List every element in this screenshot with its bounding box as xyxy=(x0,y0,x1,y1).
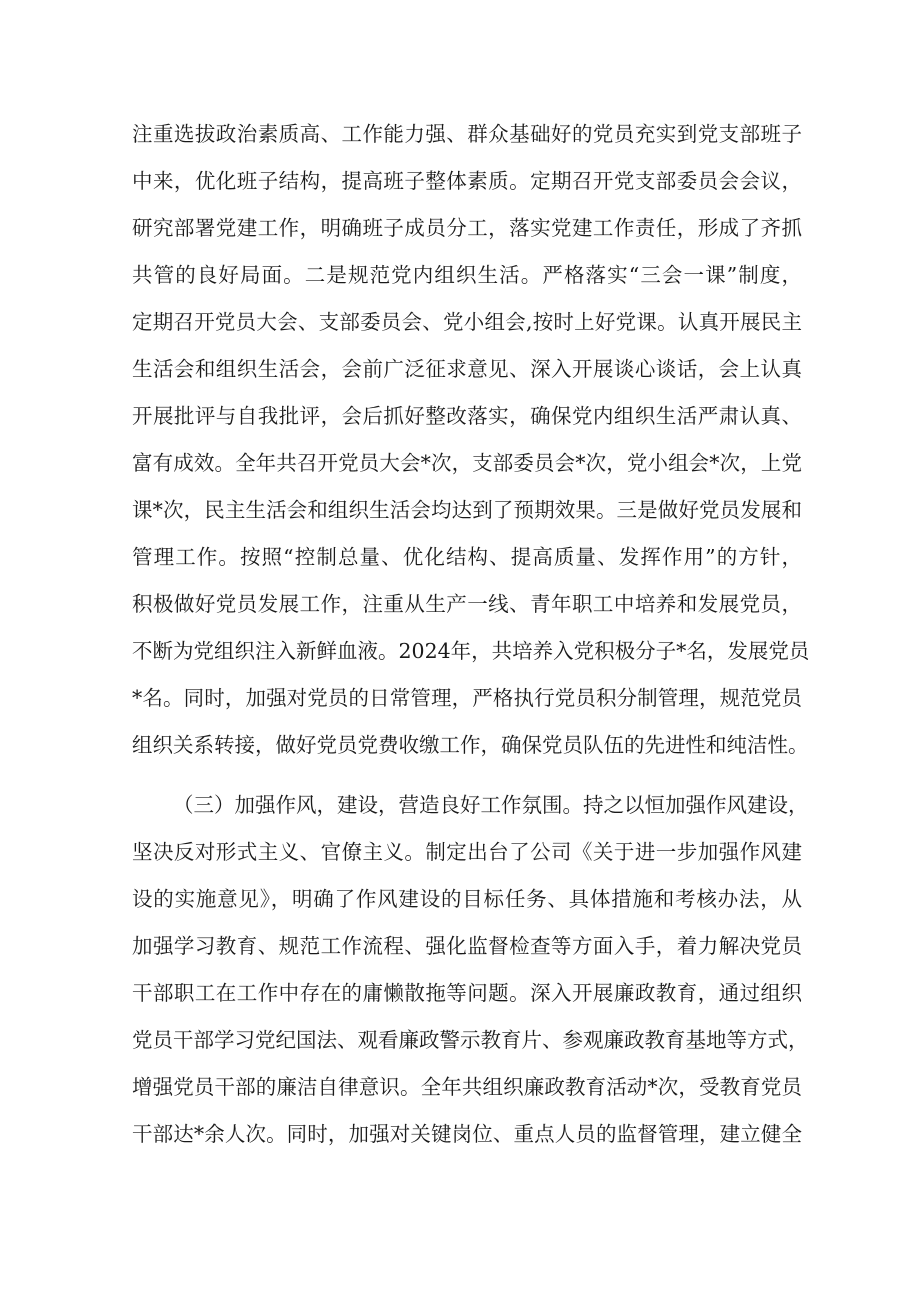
paragraph-2-line-7: 增强党员干部的廉洁自律意识。全年共组织廉政教育活动*次，受教育党员 xyxy=(132,1075,802,1099)
paragraph-2-line-8: 干部达*余人次。同时，加强对关键岗位、重点人员的监督管理，建立健全 xyxy=(132,1122,802,1146)
paragraph-1-line-3: 研究部署党建工作，明确班子成员分工，落实党建工作责任，形成了齐抓 xyxy=(132,216,802,240)
paragraph-2 xyxy=(132,782,809,1158)
paragraph-1-line-1: 注重选拔政治素质高、工作能力强、群众基础好的党员充实到党支部班子 xyxy=(132,122,802,146)
paragraph-1-line-4: 共管的良好局面。二是规范党内组织生活。严格落实“三会一课”制度， xyxy=(132,263,802,287)
paragraph-1-line-2: 中来，优化班子结构，提高班子整体素质。定期召开党支部委员会会议， xyxy=(132,169,802,193)
paragraph-1-line-13: *名。同时，加强对党员的日常管理，严格执行党员积分制管理，规范党员 xyxy=(132,686,802,710)
paragraph-1-line-6: 生活会和组织生活会，会前广泛征求意见、深入开展谈心谈话，会上认真 xyxy=(132,357,802,381)
paragraph-1-line-12: 不断为党组织注入新鲜血液。2024年，共培养入党积极分子*名，发展党员 xyxy=(132,639,810,663)
paragraph-1 xyxy=(132,111,810,769)
paragraph-1-line-14: 组织关系转接，做好党员党费收缴工作，确保党员队伍的先进性和纯洁性。 xyxy=(132,733,809,757)
paragraph-1-line-5: 定期召开党员大会、支部委员会、党小组会,按时上好党课。认真开展民主 xyxy=(132,310,802,334)
paragraph-1-line-10: 管理工作。按照“控制总量、优化结构、提高质量、发挥作用”的方针， xyxy=(132,545,802,569)
paragraph-1-line-11: 积极做好党员发展工作，注重从生产一线、青年职工中培养和发展党员， xyxy=(132,592,802,616)
paragraph-2-line-3: 设的实施意见》，明确了作风建设的目标任务、具体措施和考核办法，从 xyxy=(132,887,802,911)
paragraph-2-line-6: 党员干部学习党纪国法、观看廉政警示教育片、参观廉政教育基地等方式， xyxy=(132,1028,809,1052)
paragraph-1-line-7: 开展批评与自我批评，会后抓好整改落实，确保党内组织生活严肃认真、 xyxy=(132,404,802,428)
paragraph-1-line-9: 课*次，民主生活会和组织生活会均达到了预期效果。三是做好党员发展和 xyxy=(132,498,802,522)
paragraph-2-line-2: 坚决反对形式主义、官僚主义。制定出台了公司《关于进一步加强作风建 xyxy=(132,840,802,864)
paragraph-2-line-1: （三）加强作风，建设，营造良好工作氛围。持之以恒加强作风建设， xyxy=(173,793,809,817)
paragraph-1-line-8: 富有成效。全年共召开党员大会*次，支部委员会*次，党小组会*次，上党 xyxy=(132,451,802,475)
paragraph-2-line-5: 干部职工在工作中存在的庸懒散拖等问题。深入开展廉政教育，通过组织 xyxy=(132,981,802,1005)
paragraph-2-line-4: 加强学习教育、规范工作流程、强化监督检查等方面入手，着力解决党员 xyxy=(132,934,802,958)
